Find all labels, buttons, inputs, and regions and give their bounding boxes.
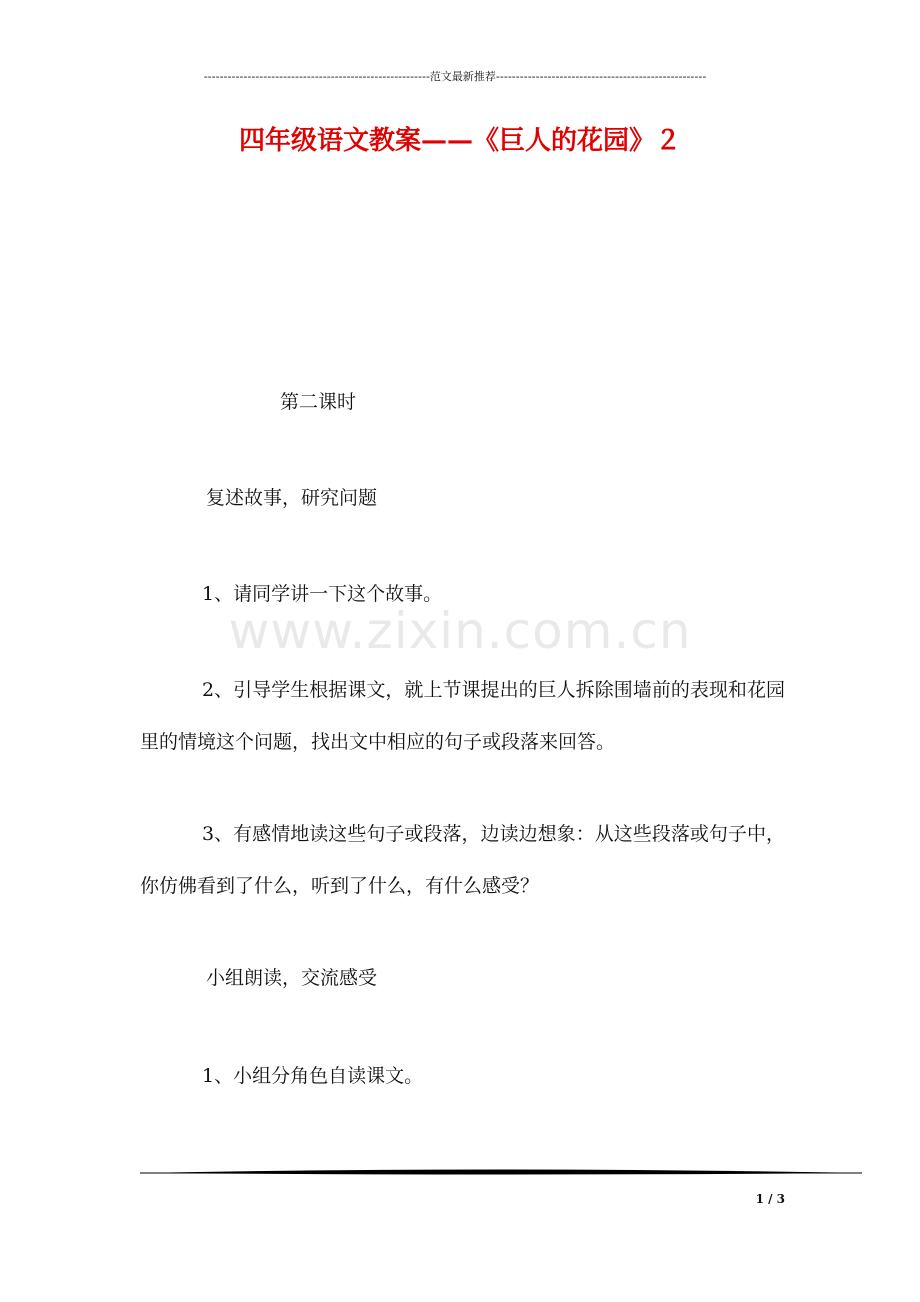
header-banner: ---------------------------------------------------------范文最新推荐----------------------------------------------------- bbox=[203, 70, 707, 83]
page-number: 1 / 3 bbox=[755, 1192, 785, 1206]
paragraph-item-4: 1、小组分角色自读课文。 bbox=[202, 1065, 424, 1087]
paragraph-item-2: 2、引导学生根据课文，就上节课提出的巨人拆除围墙前的表现和花园里的情境这个问题，找出文中相应的句子或段落来回答。 bbox=[140, 679, 785, 753]
document-title: 四年级语文教案——《巨人的花园》２ bbox=[238, 126, 681, 156]
watermark: www.zixin.com.cn bbox=[228, 602, 692, 660]
paragraph-item-1: 1、请同学讲一下这个故事。 bbox=[202, 583, 443, 605]
footer-divider bbox=[140, 1166, 862, 1180]
paragraph-lesson: 第二课时 bbox=[280, 391, 357, 413]
paragraph-item-3: 3、有感情地读这些句子或段落，边读边想象：从这些段落或句子中，你仿佛看到了什么，听到了什么，有什么感受？ bbox=[140, 823, 785, 897]
paragraph-section-2: 小组朗读，交流感受 bbox=[206, 967, 378, 989]
paragraph-section-1: 复述故事，研究问题 bbox=[206, 487, 378, 509]
